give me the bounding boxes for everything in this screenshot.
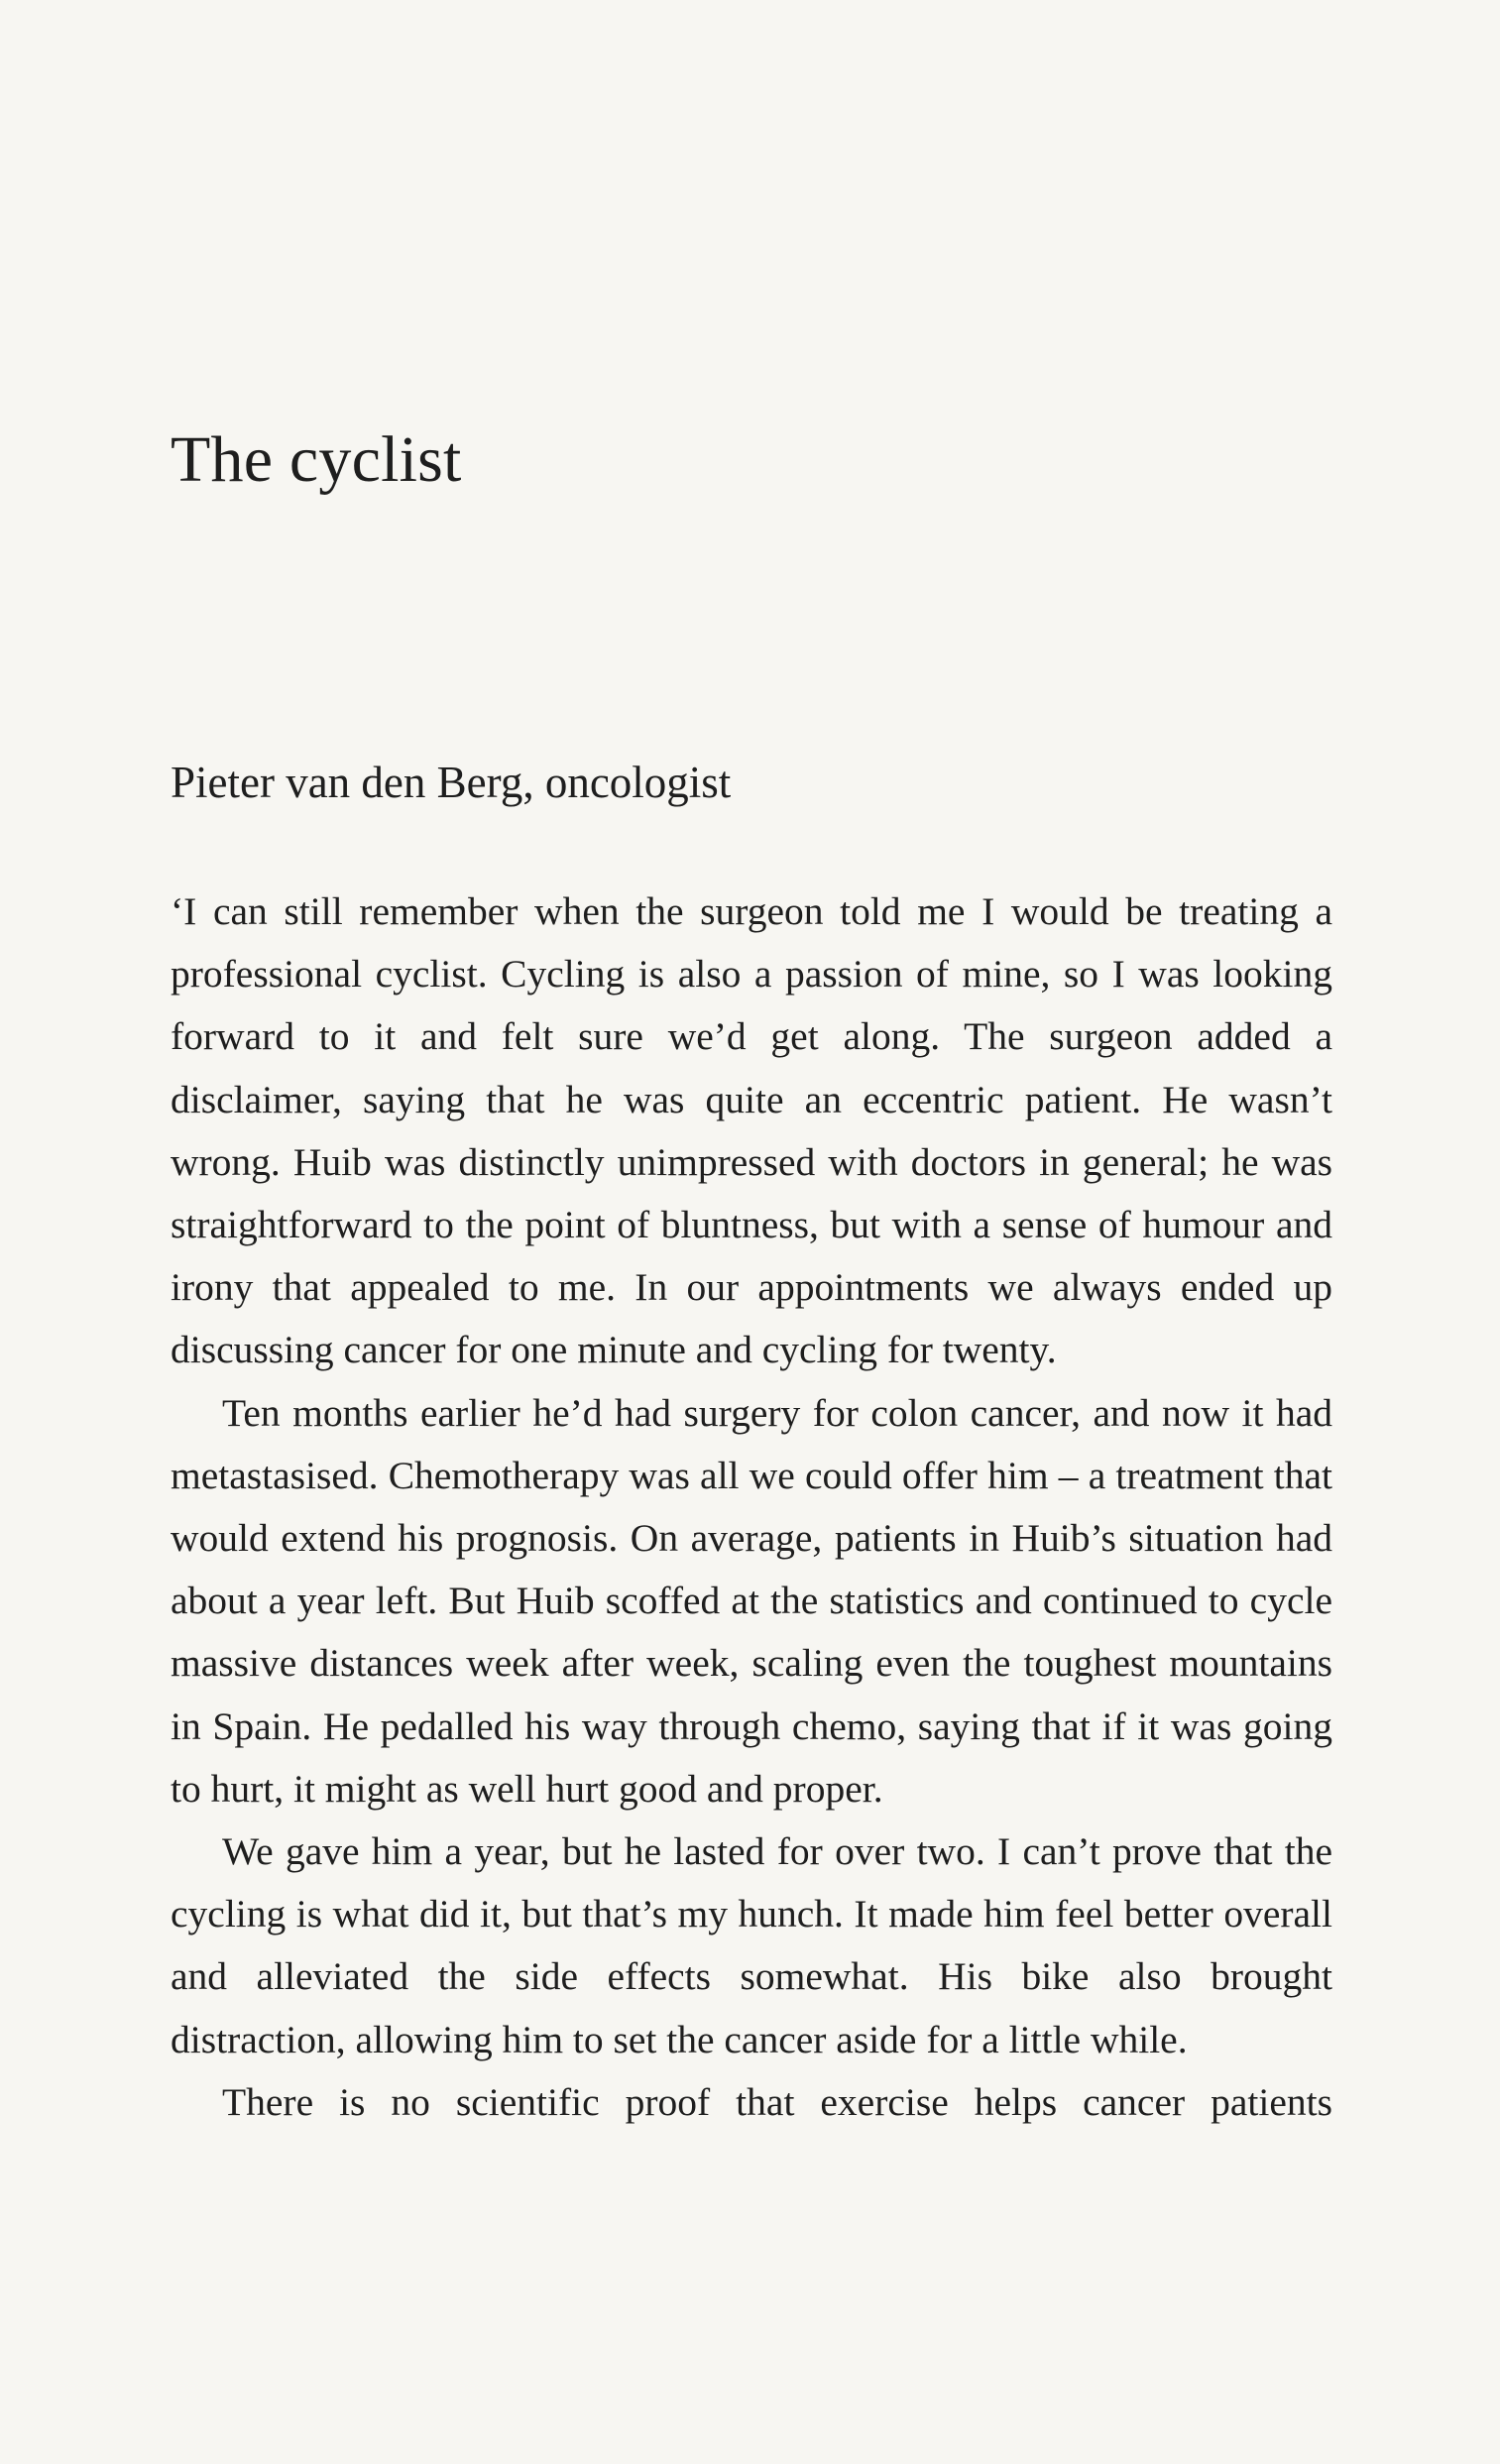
chapter-author: Pieter van den Berg, oncologist (171, 758, 732, 807)
paragraph-2: Ten months earlier he’d had surgery for colon cancer, and now it had metastasised. Chemotherapy was all we could offer him – a treatment that would extend his prognosis. On average, patients in Huib’s situation had about a year left. But Huib scoffed at the statistics and continued to cycle massive distances week after week, scaling even the toughest mountains in Spain. He pedalled his way through chemo, saying that if it was going to hurt, it might as well hurt good and proper. (171, 1390, 1332, 1811)
paragraph-4: There is no scientific proof that exercise helps cancer patients (222, 2079, 1332, 2124)
chapter-title: The cyclist (171, 423, 462, 496)
chapter-body (171, 880, 1332, 2134)
paragraph-1: ‘I can still remember when the surgeon told me I would be treating a professional cyclist. Cycling is also a passion of mine, so I was looking forward to it and felt sure we’d get along. The surgeon added a disclaimer, saying that he was quite an eccentric patient. He wasn’t wrong. Huib was distinctly unimpressed with doctors in general; he was straightforward to the point of bluntness, but with a sense of humour and irony that appealed to me. In our appointments we always ended up discussing cancer for one minute and cycling for twenty. (171, 889, 1332, 1372)
paragraph-3: We gave him a year, but he lasted for over two. I can’t prove that the cycling is what did it, but that’s my hunch. It made him feel better overall and alleviated the side effects somewhat. His bike also brought distraction, allowing him to set the cancer aside for a little while. (171, 1829, 1332, 2061)
